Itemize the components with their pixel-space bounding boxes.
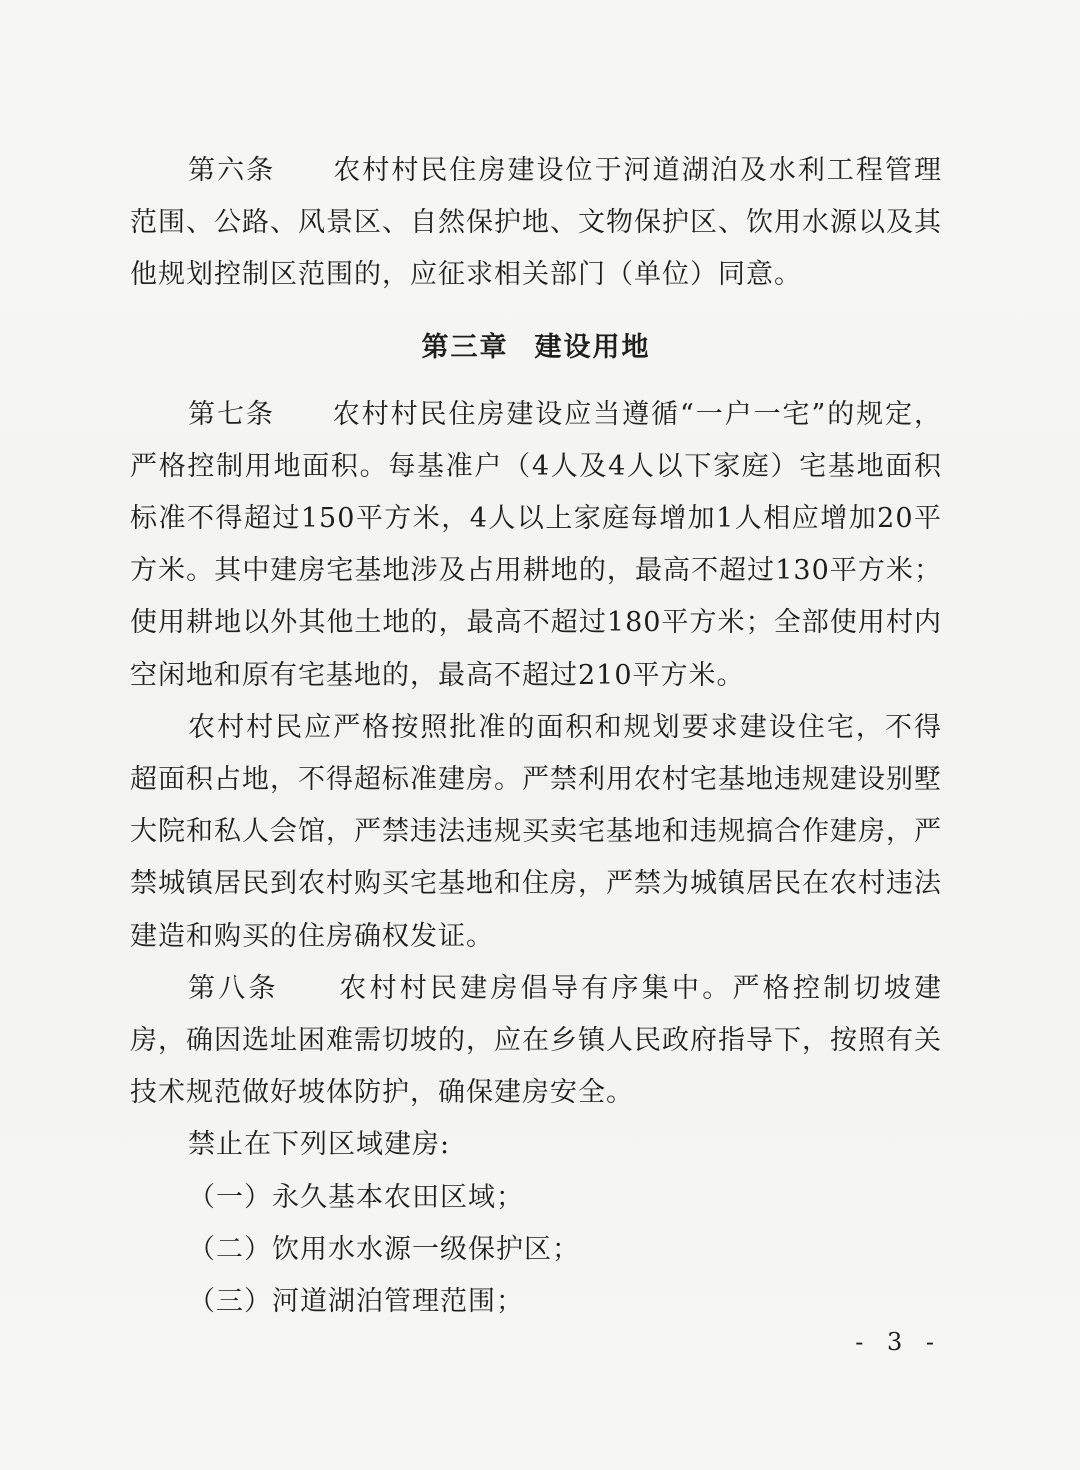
article-8-label: 第八条 [188,972,279,1004]
page-number: - 3 - [855,1328,942,1356]
article-6-paragraph [130,145,942,302]
prohibited-item: （三）河道湖泊管理范围； [188,1286,524,1318]
article-7-paragraph-2: 农村村民应严格按照批准的面积和规划要求建设住宅，不得超面积占地，不得超标准建房。严禁利用农村宅基地违规建设别墅大院和私人会馆，严禁违法违规买卖宅基地和违规搞合作建房，严禁城镇居民到农村购买宅基地和住房，严禁为城镇居民在农村违法建造和购买的住房确权发证。 [130,711,942,952]
document-body [130,145,942,1328]
chapter-title: 建设用地 [534,331,651,363]
chapter-number: 第三章 [421,331,509,363]
chapter-heading [130,328,942,368]
article-6-label: 第六条 [188,155,276,186]
article-7-text: 农村村民住房建设应当遵循“一户一宅”的规定，严格控制用地面积。每基准户（4人及4人以下家庭）宅基地面积标准不得超过150平方米，4人以上家庭每增加1人相应增加20平方米。其中建房宅基地涉及占用耕地的，最高不超过130平方米；使用耕地以外其他土地的，最高不超过180平方米；全部使用村内空闲地和原有宅基地的，最高不超过210平方米。 [130,398,943,691]
article-7-paragraph [130,389,942,702]
article-6-text: 农村村民住房建设位于河道湖泊及水利工程管理范围、公路、风景区、自然保护地、文物保护区、饮用水源以及其他规划控制区范围的，应征求相关部门（单位）同意。 [130,155,943,291]
prohibited-item: （一）永久基本农田区域； [188,1181,524,1213]
article-7-label: 第七条 [188,398,275,430]
article-8-paragraph [130,963,942,1120]
prohibited-item: （二）饮用水水源一级保护区； [188,1233,580,1265]
prohibited-intro: 禁止在下列区域建房: [188,1129,451,1161]
article-8-text: 农村村民建房倡导有序集中。严格控制切坡建房，确因选址困难需切坡的，应在乡镇人民政府指导下，按照有关技术规范做好坡体防护，确保建房安全。 [130,972,943,1109]
